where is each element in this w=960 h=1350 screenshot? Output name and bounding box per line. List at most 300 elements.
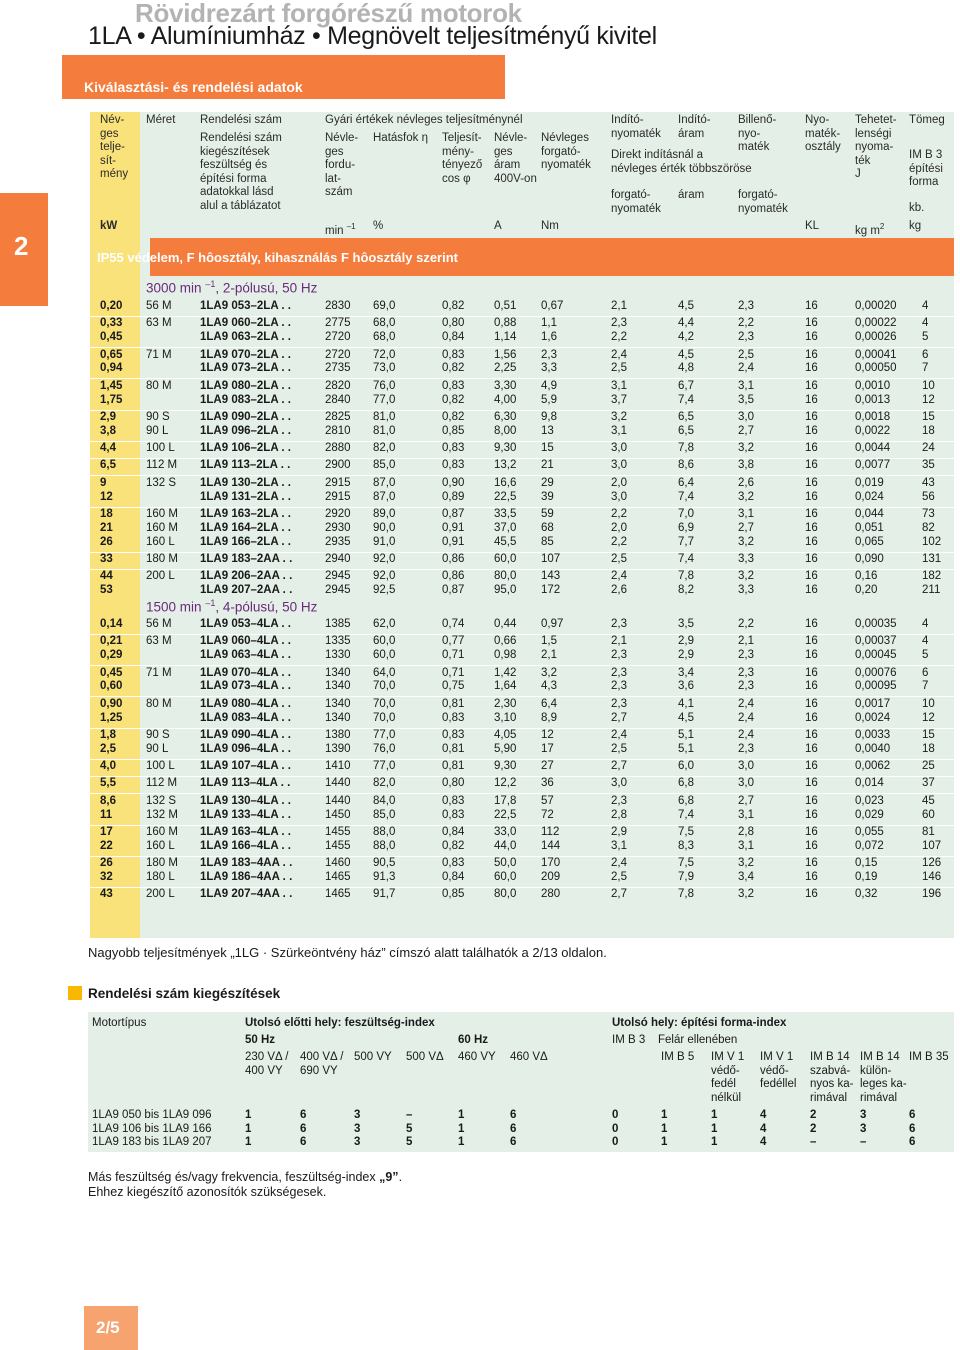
table-cell: 1LA9 207–4AA . . <box>200 888 293 901</box>
table-cell: 0,83 <box>442 794 465 807</box>
table-cell: 2,7 <box>611 760 627 773</box>
table-cell: 4,2 <box>678 331 694 344</box>
table-cell: 2,2 <box>738 618 754 630</box>
suffix-cell: 0 <box>612 1122 619 1135</box>
table-cell: 0,71 <box>442 649 465 662</box>
table-cell: 6,30 <box>494 410 517 423</box>
table-cell: 8,6 <box>678 459 694 472</box>
table-cell: 200 L <box>146 570 175 583</box>
table-cell: 0,82 <box>442 300 465 312</box>
table-cell: 82 <box>922 521 935 534</box>
table-cell: 0,67 <box>541 300 564 312</box>
table-cell: 16 <box>805 760 818 773</box>
table-cell: 6 <box>922 348 929 361</box>
table-cell: 71 M <box>146 666 172 679</box>
table-cell: 1450 <box>325 808 351 821</box>
table-cell: 160 L <box>146 535 175 548</box>
table-cell: 90 S <box>146 728 170 741</box>
table-cell: 196 <box>922 888 942 901</box>
col-header-starting-current: Indító- áram <box>678 114 711 140</box>
table-cell: 43 <box>100 888 113 901</box>
suffix-cell: 1 <box>711 1109 718 1121</box>
table-cell: 180 M <box>146 857 178 870</box>
table-cell: 69,0 <box>373 300 396 312</box>
table-cell: 1LA9 053–4LA . . <box>200 618 291 630</box>
table-cell: 0,91 <box>442 535 465 548</box>
table-cell: 6 <box>922 666 929 679</box>
table-cell: 16 <box>805 728 818 741</box>
suffix-cell: – <box>860 1136 867 1149</box>
table-cell: 81,0 <box>373 410 396 423</box>
table-cell: 16 <box>805 666 818 679</box>
table-cell: 2940 <box>325 553 351 565</box>
table-cell: 1LA9 183–4AA . . <box>200 857 293 870</box>
table-cell: 2,3 <box>738 742 754 755</box>
table-cell: 4,5 <box>678 711 694 724</box>
table-cell: 2,4 <box>738 728 754 741</box>
table-cell: 2840 <box>325 393 351 406</box>
page-title: 1LA • Alumíniumház • Megnövelt teljesítményű kivitel <box>88 22 657 50</box>
table-cell: 2735 <box>325 362 351 375</box>
col-header-size: Méret <box>146 114 176 126</box>
table-cell: 2,9 <box>678 649 694 662</box>
table-cell: 90,5 <box>373 857 396 870</box>
table-cell: 68,0 <box>373 331 396 344</box>
table-cell: 3,0 <box>611 459 627 472</box>
table-cell: 33,5 <box>494 507 517 520</box>
table-cell: 2,7 <box>738 424 754 437</box>
col-header-torque-multiple: forgató- nyomaték <box>611 189 661 215</box>
table-cell: 180 M <box>146 553 178 565</box>
table-cell: 18 <box>100 507 113 520</box>
table-cell: 0,00041 <box>855 348 897 361</box>
table-cell: 0,00095 <box>855 680 897 693</box>
table-cell: 280 <box>541 888 561 901</box>
table-cell: 0,83 <box>442 808 465 821</box>
suffix-cell: 1LA9 106 bis 1LA9 166 <box>92 1122 212 1135</box>
table-cell: 1LA9 083–2LA . . <box>200 393 291 406</box>
table-cell: 0,00020 <box>855 300 897 312</box>
table-cell: 0,45 <box>100 331 123 344</box>
table-cell: 144 <box>541 839 561 852</box>
col-header-direct-start-note: Direkt indításnál a névleges érték többszöröse <box>611 149 752 175</box>
table-cell: 6,5 <box>678 424 694 437</box>
suffix-cell: 3 <box>354 1109 361 1121</box>
table-cell: 92,5 <box>373 584 396 597</box>
table-cell: 16 <box>805 442 818 455</box>
table-cell: 0,33 <box>100 317 123 330</box>
table-cell: 8,9 <box>541 711 557 724</box>
table-cell: 3,8 <box>738 459 754 472</box>
table-cell: 1LA9 106–2LA . . <box>200 442 291 455</box>
table-cell: 2880 <box>325 442 351 455</box>
table-cell: 72,0 <box>373 348 396 361</box>
suffix-cell: 1LA9 050 bis 1LA9 096 <box>92 1109 212 1121</box>
note-other-voltage: Más feszültség és/vagy frekvencia, feszültség-index „9”. Ehhez kiegészítő azonosítók szükségesek. <box>88 1170 403 1199</box>
table-cell: 80 M <box>146 379 172 392</box>
table-cell: 2810 <box>325 424 351 437</box>
table-cell: 4,8 <box>678 362 694 375</box>
table-cell: 53 <box>100 584 113 597</box>
table-cell: 5,9 <box>541 393 557 406</box>
table-cell: 16 <box>805 535 818 548</box>
table-cell: 0,98 <box>494 649 517 662</box>
table-cell: 2930 <box>325 521 351 534</box>
table-cell: 2,7 <box>738 794 754 807</box>
table-cell: 13,2 <box>494 459 517 472</box>
table-cell: 1LA9 163–2LA . . <box>200 507 291 520</box>
table-cell: 6,0 <box>678 760 694 773</box>
table-cell: 1LA9 163–4LA . . <box>200 825 291 838</box>
table-cell: 3,3 <box>738 584 754 597</box>
table-cell: 3,2 <box>541 666 557 679</box>
suffix-cell: 1 <box>458 1136 465 1149</box>
table-cell: 2945 <box>325 570 351 583</box>
table-cell: 170 <box>541 857 561 870</box>
table-cell: 1385 <box>325 618 351 630</box>
table-cell: 81 <box>922 825 935 838</box>
table-cell: 16 <box>805 808 818 821</box>
table-cell: 1335 <box>325 635 351 648</box>
col-header-efficiency: Hatásfok η <box>373 132 428 144</box>
table-cell: 2,6 <box>738 476 754 489</box>
table-cell: 3,5 <box>678 618 694 630</box>
suffix-section-title: Rendelési szám kiegészítések <box>88 986 281 1001</box>
suffix-cell: 6 <box>510 1122 517 1135</box>
table-cell: 60,0 <box>373 635 396 648</box>
table-cell: 1LA9 073–4LA . . <box>200 680 291 693</box>
table-cell: 22,5 <box>494 808 517 821</box>
table-cell: 90 L <box>146 424 169 437</box>
table-cell: 1LA9 060–4LA . . <box>200 635 291 648</box>
table-cell: 1440 <box>325 777 351 790</box>
table-cell: 102 <box>922 535 942 548</box>
table-cell: 0,82 <box>442 362 465 375</box>
table-cell: 21 <box>100 521 113 534</box>
table-cell: 2,2 <box>738 317 754 330</box>
table-cell: 37 <box>922 777 935 790</box>
table-cell: 4 <box>922 317 929 330</box>
suffix-cell: 6 <box>510 1136 517 1149</box>
table-cell: 2920 <box>325 507 351 520</box>
table-cell: 1,14 <box>494 331 517 344</box>
table-cell: 1LA9 183–2AA . . <box>200 553 293 565</box>
table-cell: 1LA9 073–2LA . . <box>200 362 291 375</box>
table-cell: 29 <box>541 476 554 489</box>
table-cell: 0,65 <box>100 348 123 361</box>
unit-ampere: A <box>494 220 502 232</box>
table-cell: 3,2 <box>738 888 754 901</box>
table-cell: 0,91 <box>442 521 465 534</box>
table-cell: 107 <box>922 839 942 852</box>
table-cell: 7,4 <box>678 553 694 565</box>
table-cell: 6,4 <box>678 476 694 489</box>
table-cell: 10 <box>922 697 935 710</box>
suffix-voltage-option: 460 VY <box>458 1051 496 1063</box>
table-cell: 0,71 <box>442 666 465 679</box>
table-cell: 4,5 <box>678 300 694 312</box>
table-cell: 3,5 <box>738 393 754 406</box>
table-cell: 56 M <box>146 300 172 312</box>
table-cell: 43 <box>922 476 935 489</box>
table-cell: 3,4 <box>738 871 754 883</box>
table-cell: 27 <box>541 760 554 773</box>
table-cell: 0,89 <box>442 490 465 503</box>
table-cell: 95,0 <box>494 584 517 597</box>
table-cell: 2,3 <box>611 618 627 630</box>
table-cell: 1,45 <box>100 379 123 392</box>
table-cell: 77,0 <box>373 728 396 741</box>
table-cell: 57 <box>541 794 554 807</box>
table-cell: 2,9 <box>100 410 116 423</box>
table-cell: 1410 <box>325 760 351 773</box>
table-cell: 0,44 <box>494 618 517 630</box>
table-cell: 72 <box>541 808 554 821</box>
table-cell: 0,065 <box>855 535 884 548</box>
table-cell: 1LA9 070–4LA . . <box>200 666 291 679</box>
table-cell: 5 <box>922 331 929 344</box>
table-cell: 92,0 <box>373 553 396 565</box>
table-cell: 2820 <box>325 379 351 392</box>
table-cell: 16 <box>805 857 818 870</box>
table-cell: 112 M <box>146 777 178 790</box>
table-cell: 10 <box>922 379 935 392</box>
chapter-tab <box>0 193 48 306</box>
suffix-cell: 1 <box>458 1109 465 1121</box>
table-cell: 7 <box>922 680 929 693</box>
table-cell: 2,3 <box>738 666 754 679</box>
table-cell: 60,0 <box>494 553 517 565</box>
table-cell: 0,97 <box>541 618 564 630</box>
table-cell: 1340 <box>325 680 351 693</box>
table-cell: 0,072 <box>855 839 884 852</box>
table-cell: 0,0010 <box>855 379 891 392</box>
table-cell: 92,0 <box>373 570 396 583</box>
section-bullet-icon <box>68 986 82 1000</box>
table-cell: 1LA9 130–2LA . . <box>200 476 291 489</box>
table-cell: 70,0 <box>373 680 396 693</box>
table-cell: 91,3 <box>373 871 396 883</box>
page-number: 2/5 <box>96 1318 120 1337</box>
table-cell: 2,2 <box>611 507 627 520</box>
table-cell: 2,3 <box>611 666 627 679</box>
table-cell: 22 <box>100 839 113 852</box>
suffix-cell: 1 <box>711 1136 718 1149</box>
table-cell: 0,85 <box>442 424 465 437</box>
table-cell: 0,15 <box>855 857 878 870</box>
suffix-voltage-option: 400 VΔ / 690 VY <box>300 1051 344 1077</box>
table-cell: 2,0 <box>611 521 627 534</box>
table-cell: 2,5 <box>611 742 627 755</box>
table-cell: 7,5 <box>678 825 694 838</box>
table-cell: 88,0 <box>373 825 396 838</box>
table-cell: 68,0 <box>373 317 396 330</box>
table-cell: 3,3 <box>738 553 754 565</box>
suffix-cell: 6 <box>909 1109 916 1121</box>
table-cell: 80,0 <box>494 888 517 901</box>
suffix-imb3-surcharge: IM B 3 Felár ellenében <box>612 1034 738 1046</box>
table-cell: 1LA9 080–4LA . . <box>200 697 291 710</box>
table-cell: 76,0 <box>373 742 396 755</box>
table-cell: 2,1 <box>611 300 627 312</box>
suffix-form-option: IM B 14 külön- leges ka- rimával <box>860 1051 907 1104</box>
table-cell: 2,8 <box>611 808 627 821</box>
table-cell: 2,3 <box>611 680 627 693</box>
suffix-voltage-option: 500 VY <box>354 1051 392 1063</box>
table-cell: 73 <box>922 507 935 520</box>
table-cell: 84,0 <box>373 794 396 807</box>
table-cell: 63 M <box>146 635 172 648</box>
suffix-cell: 6 <box>909 1136 916 1149</box>
suffix-cell: 2 <box>810 1122 817 1135</box>
table-cell: 35 <box>922 459 935 472</box>
table-cell: 5,5 <box>100 777 116 790</box>
table-cell: 9,8 <box>541 410 557 423</box>
table-cell: 18 <box>922 742 935 755</box>
table-cell: 0,90 <box>100 697 123 710</box>
table-cell: 73,0 <box>373 362 396 375</box>
suffix-cell: 4 <box>760 1109 767 1121</box>
table-cell: 0,85 <box>442 888 465 901</box>
table-cell: 2,4 <box>611 348 627 361</box>
table-cell: 3,7 <box>611 393 627 406</box>
suffix-col-motortype: Motortípus <box>92 1017 147 1029</box>
table-cell: 1LA9 083–4LA . . <box>200 711 291 724</box>
protection-class-band <box>90 238 954 276</box>
table-cell: 45 <box>922 794 935 807</box>
table-cell: 1LA9 096–2LA . . <box>200 424 291 437</box>
table-cell: 0,014 <box>855 777 884 790</box>
suffix-col-voltage-index: Utolsó előtti hely: feszültség-index <box>245 1017 435 1029</box>
table-cell: 1460 <box>325 857 351 870</box>
table-cell: 1,1 <box>541 317 557 330</box>
table-cell: 77,0 <box>373 760 396 773</box>
table-cell: 2,5 <box>611 362 627 375</box>
table-cell: 7,7 <box>678 535 694 548</box>
suffix-cell: 6 <box>510 1109 517 1121</box>
table-cell: 12 <box>922 711 935 724</box>
table-cell: 0,00035 <box>855 618 897 630</box>
table-cell: 68 <box>541 521 554 534</box>
table-cell: 1LA9 063–2LA . . <box>200 331 291 344</box>
table-cell: 2,4 <box>611 570 627 583</box>
table-cell: 90,0 <box>373 521 396 534</box>
table-cell: 0,45 <box>100 666 123 679</box>
suffix-voltage-option: 460 VΔ <box>510 1051 548 1063</box>
table-cell: 0,81 <box>442 760 465 773</box>
table-cell: 107 <box>541 553 561 565</box>
table-cell: 2,4 <box>738 362 754 375</box>
table-cell: 3,0 <box>611 490 627 503</box>
table-cell: 12,2 <box>494 777 517 790</box>
table-cell: 90 L <box>146 742 169 755</box>
table-cell: 8,3 <box>678 839 694 852</box>
table-cell: 0,60 <box>100 680 123 693</box>
table-cell: 0,0017 <box>855 697 891 710</box>
table-cell: 100 L <box>146 760 175 773</box>
col-header-breakdown-torque: Billenő- nyo- maték <box>738 114 777 153</box>
table-cell: 3,1 <box>738 808 754 821</box>
table-cell: 132 S <box>146 794 177 807</box>
table-cell: 1LA9 090–2LA . . <box>200 410 291 423</box>
table-cell: 16 <box>805 570 818 583</box>
table-cell: 63 M <box>146 317 172 330</box>
table-cell: 0,75 <box>442 680 465 693</box>
table-cell: 0,81 <box>442 742 465 755</box>
table-cell: 39 <box>541 490 554 503</box>
suffix-cell: 5 <box>406 1136 413 1149</box>
table-cell: 11 <box>100 808 113 821</box>
table-cell: 1LA9 096–4LA . . <box>200 742 291 755</box>
unit-nm: Nm <box>541 220 559 232</box>
table-cell: 17,8 <box>494 794 517 807</box>
suffix-cell: 6 <box>300 1109 307 1121</box>
table-cell: 89,0 <box>373 507 396 520</box>
col-header-rated-torque: Névleges forgató- nyomaték <box>541 132 591 171</box>
table-cell: 3,1 <box>738 379 754 392</box>
suffix-cell: 3 <box>354 1136 361 1149</box>
table-cell: 0,90 <box>442 476 465 489</box>
table-cell: 0,87 <box>442 507 465 520</box>
table-cell: 16 <box>805 521 818 534</box>
table-cell: 2,3 <box>611 794 627 807</box>
table-cell: 2,3 <box>611 317 627 330</box>
table-cell: 3,2 <box>611 410 627 423</box>
table-cell: 2720 <box>325 331 351 344</box>
table-cell: 160 L <box>146 839 175 852</box>
table-cell: 16 <box>805 871 818 883</box>
table-cell: 56 M <box>146 618 172 630</box>
suffix-cell: – <box>406 1109 413 1121</box>
suffix-cell: 6 <box>300 1136 307 1149</box>
suffix-cell: 0 <box>612 1136 619 1149</box>
col-header-rated-current: Névle- ges áram 400V-on <box>494 132 537 185</box>
table-cell: 131 <box>922 553 942 565</box>
table-cell: 0,83 <box>442 442 465 455</box>
table-cell: 91,7 <box>373 888 396 901</box>
table-cell: 2,5 <box>100 742 116 755</box>
table-cell: 45,5 <box>494 535 517 548</box>
table-cell: 71 M <box>146 348 172 361</box>
table-cell: 1LA9 053–2LA . . <box>200 300 291 312</box>
table-cell: 7,8 <box>678 570 694 583</box>
suffix-cell: 0 <box>612 1109 619 1121</box>
table-cell: 5,1 <box>678 742 694 755</box>
table-cell: 3,8 <box>100 424 116 437</box>
table-cell: 16 <box>805 680 818 693</box>
table-cell: 6,9 <box>678 521 694 534</box>
unit-min: min $^{-1}$ <box>325 222 356 237</box>
table-cell: 16 <box>805 362 818 375</box>
table-cell: 0,00037 <box>855 635 897 648</box>
table-cell: 5 <box>922 649 929 662</box>
table-cell: 6,5 <box>678 410 694 423</box>
table-cell: 0,00045 <box>855 649 897 662</box>
table-cell: 17 <box>100 825 113 838</box>
table-cell: 6,8 <box>678 777 694 790</box>
table-cell: 0,051 <box>855 521 884 534</box>
suffix-cell: 3 <box>860 1109 867 1121</box>
table-cell: 3,2 <box>738 535 754 548</box>
table-cell: 0,055 <box>855 825 884 838</box>
table-cell: 70,0 <box>373 711 396 724</box>
col-header-power: Név- ges telje- sít- mény <box>100 114 129 180</box>
suffix-cell: 6 <box>909 1122 916 1135</box>
table-cell: 0,0022 <box>855 424 891 437</box>
table-cell: 7,4 <box>678 808 694 821</box>
table-cell: 16 <box>805 317 818 330</box>
table-cell: 2,3 <box>611 649 627 662</box>
